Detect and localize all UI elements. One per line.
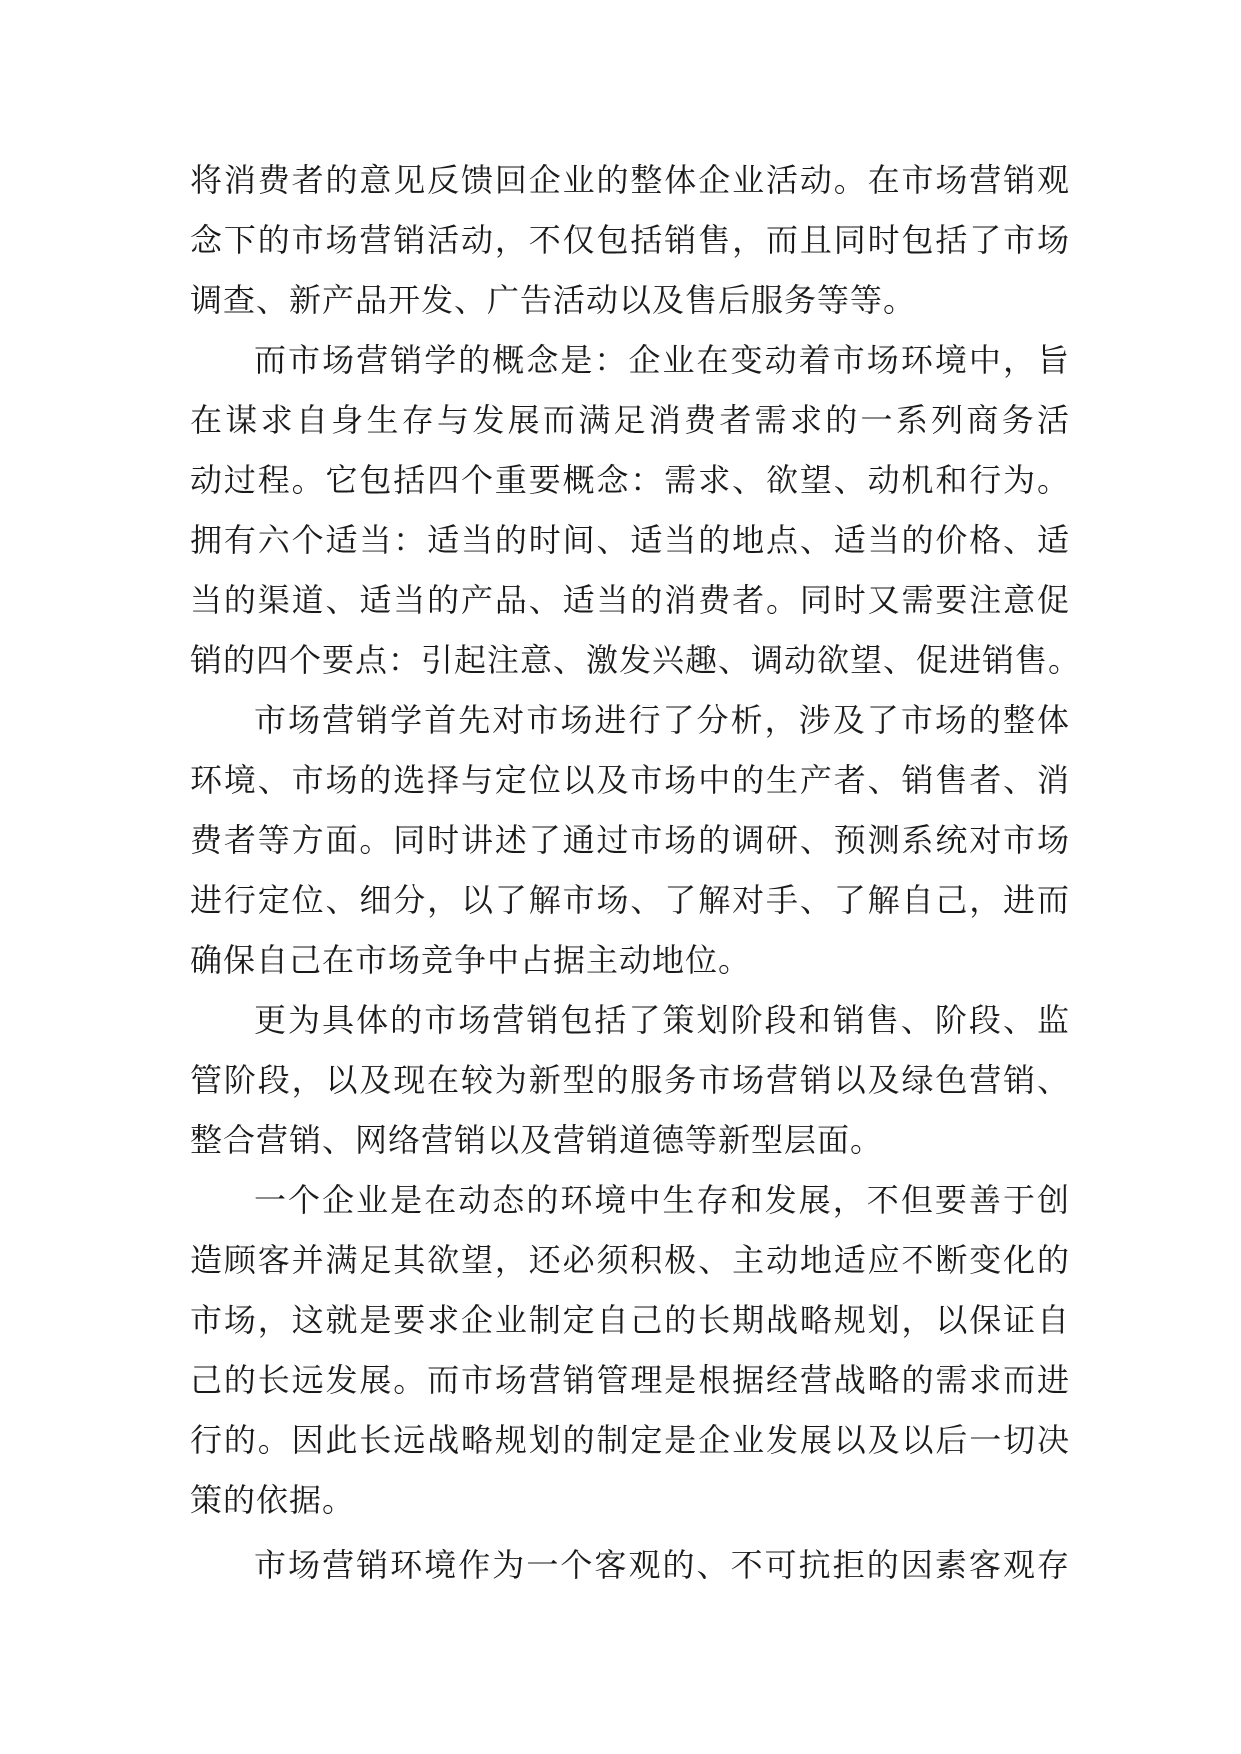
paragraph-4-line-2: 管阶段，以及现在较为新型的服务市场营销以及绿色营销、 xyxy=(190,1061,1070,1099)
paragraph-4-line-3: 整合营销、网络营销以及营销道德等新型层面。 xyxy=(190,1121,884,1159)
paragraph-2-line-1: 而市场营销学的概念是：企业在变动着市场环境中，旨 xyxy=(254,341,1070,379)
paragraph-6-line-1: 市场营销环境作为一个客观的、不可抗拒的因素客观存 xyxy=(254,1546,1070,1584)
paragraph-5-line-3: 市场，这就是要求企业制定自己的长期战略规划，以保证自 xyxy=(190,1301,1070,1339)
paragraph-3-line-3: 费者等方面。同时讲述了通过市场的调研、预测系统对市场 xyxy=(190,821,1070,859)
paragraph-4-line-1: 更为具体的市场营销包括了策划阶段和销售、阶段、监 xyxy=(254,1001,1070,1039)
paragraph-5-line-5: 行的。因此长远战略规划的制定是企业发展以及以后一切决 xyxy=(190,1421,1070,1459)
paragraph-5-line-1: 一个企业是在动态的环境中生存和发展，不但要善于创 xyxy=(254,1181,1070,1219)
paragraph-3-line-4: 进行定位、细分，以了解市场、了解对手、了解自己，进而 xyxy=(190,881,1070,919)
paragraph-1-line-3: 调查、新产品开发、广告活动以及售后服务等等。 xyxy=(190,281,917,319)
paragraph-1-line-1: 将消费者的意见反馈回企业的整体企业活动。在市场营销观 xyxy=(190,161,1070,199)
paragraph-2-line-6: 销的四个要点：引起注意、激发兴趣、调动欲望、促进销售。 xyxy=(190,641,1082,679)
paragraph-5-line-2: 造顾客并满足其欲望，还必须积极、主动地适应不断变化的 xyxy=(190,1241,1070,1279)
paragraph-5-line-4: 己的长远发展。而市场营销管理是根据经营战略的需求而进 xyxy=(190,1361,1070,1399)
paragraph-2-line-2: 在谋求自身生存与发展而满足消费者需求的一系列商务活 xyxy=(190,401,1070,439)
paragraph-3-line-5: 确保自己在市场竞争中占据主动地位。 xyxy=(190,941,752,979)
paragraph-5-line-6: 策的依据。 xyxy=(190,1481,356,1519)
paragraph-2-line-4: 拥有六个适当：适当的时间、适当的地点、适当的价格、适 xyxy=(190,521,1070,559)
paragraph-2-line-5: 当的渠道、适当的产品、适当的消费者。同时又需要注意促 xyxy=(190,581,1070,619)
paragraph-2-line-3: 动过程。它包括四个重要概念：需求、欲望、动机和行为。 xyxy=(190,461,1070,499)
paragraph-3-line-2: 环境、市场的选择与定位以及市场中的生产者、销售者、消 xyxy=(190,761,1070,799)
paragraph-1-line-2: 念下的市场营销活动，不仅包括销售，而且同时包括了市场 xyxy=(190,221,1070,259)
paragraph-3-line-1: 市场营销学首先对市场进行了分析，涉及了市场的整体 xyxy=(254,701,1070,739)
